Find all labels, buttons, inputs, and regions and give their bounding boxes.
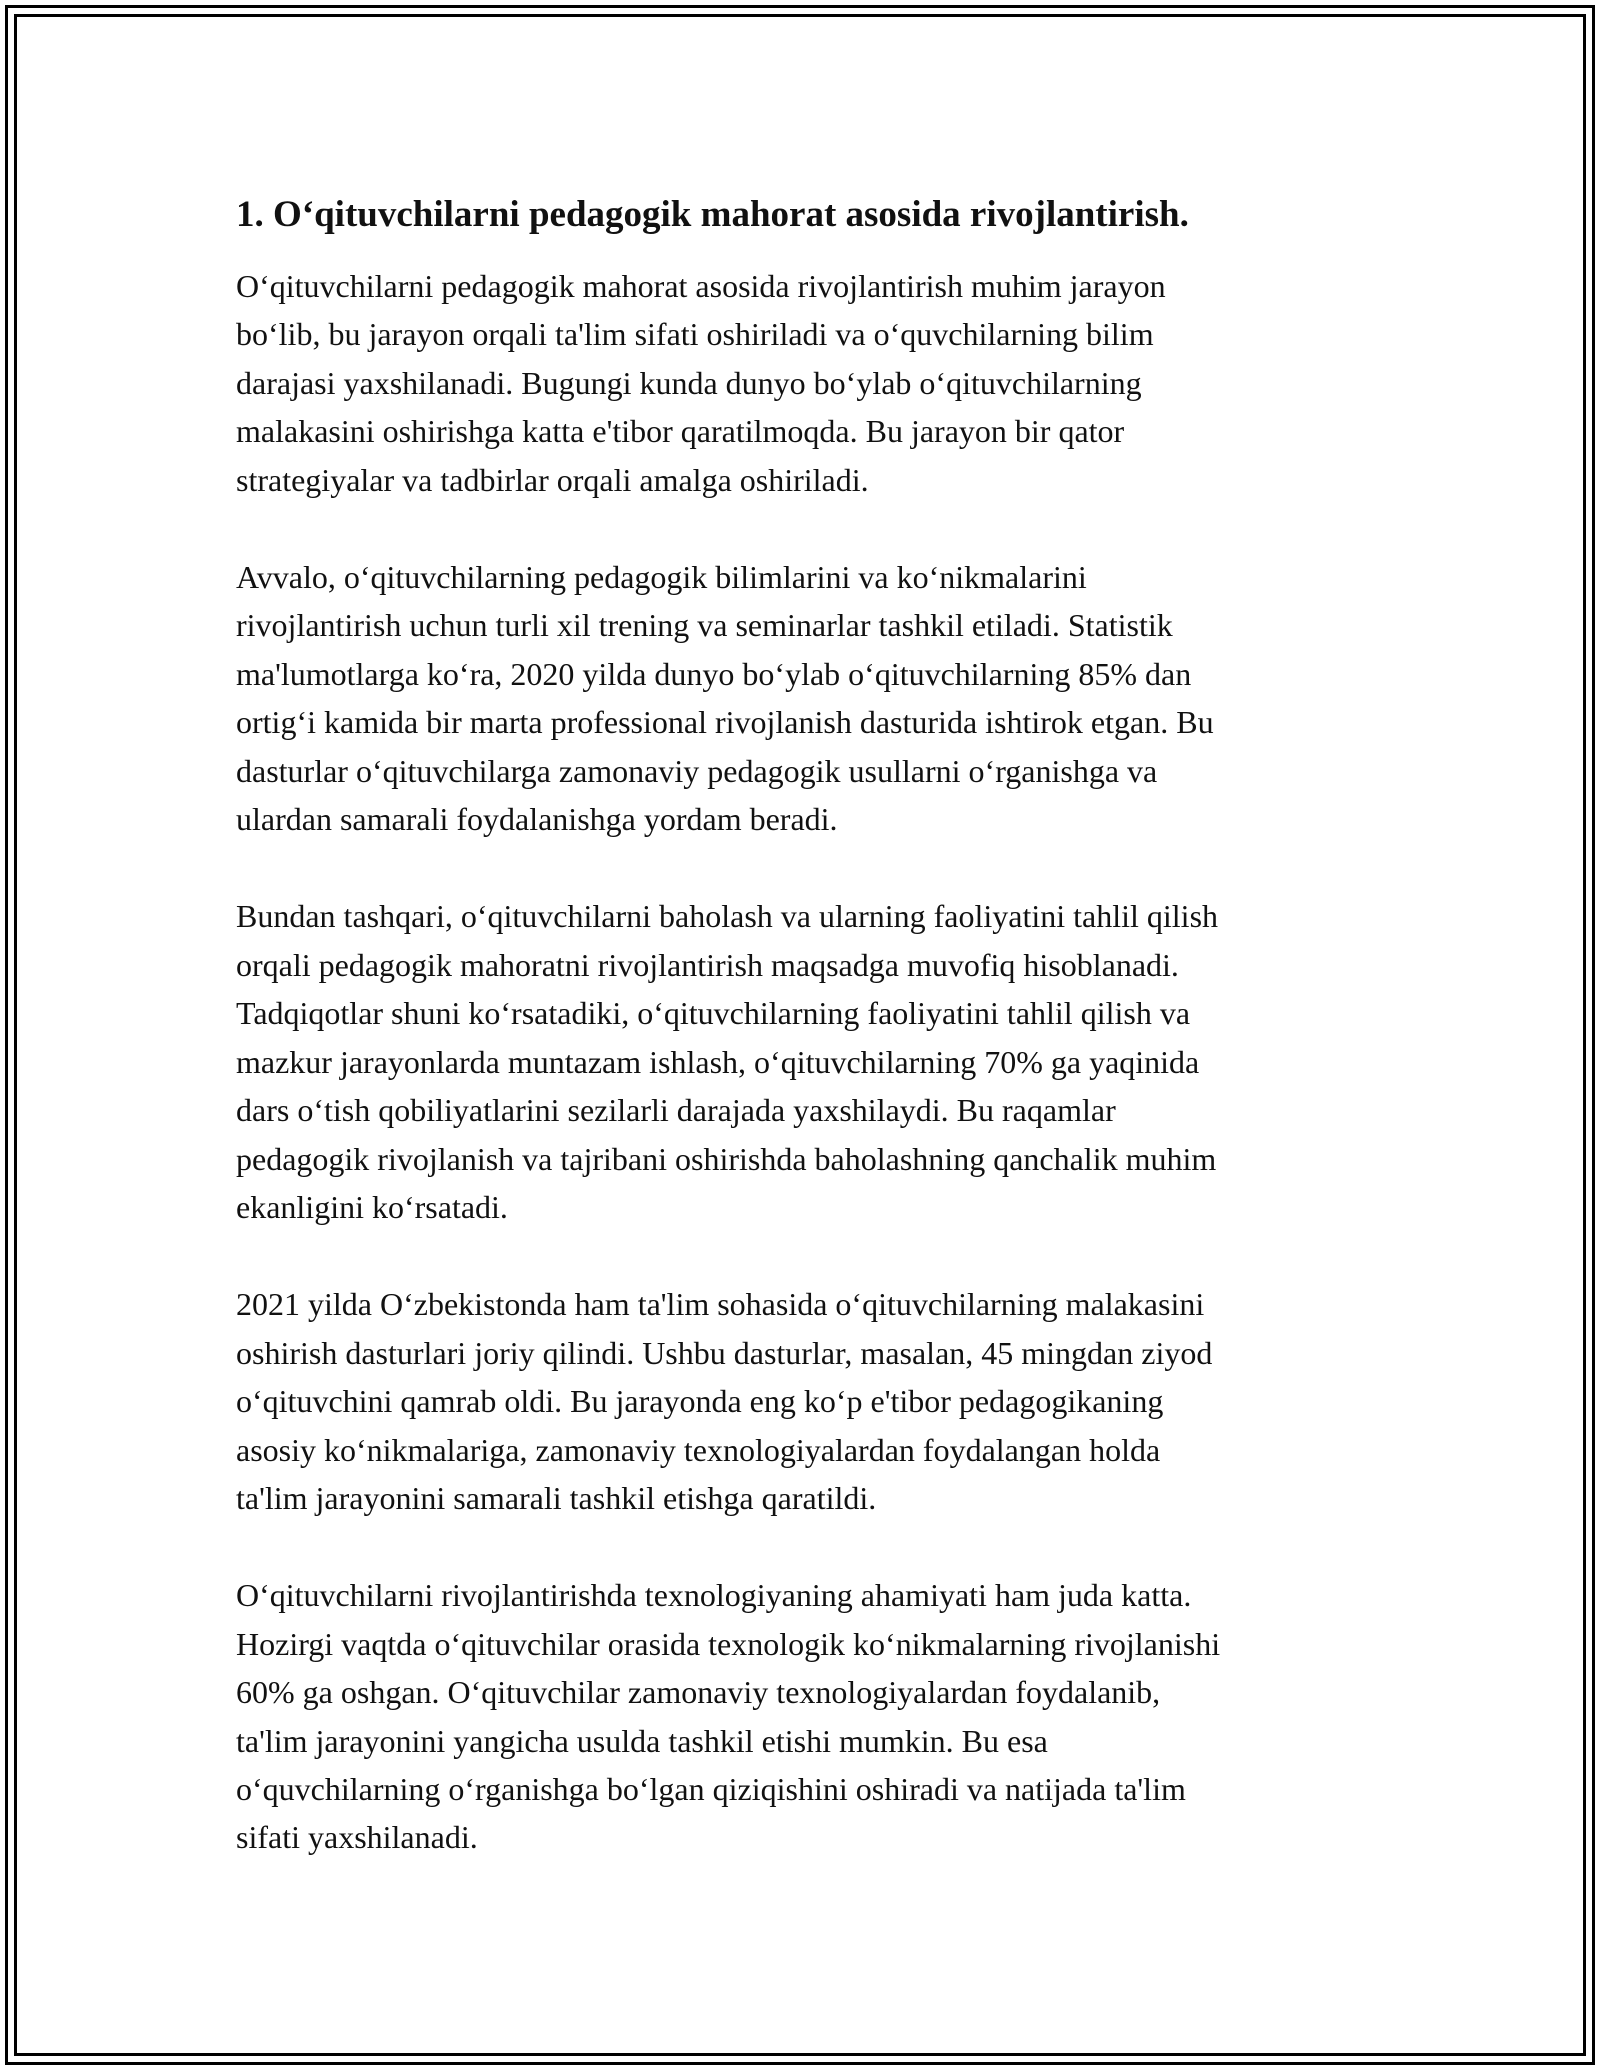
text-line: ma'lumotlarga ko‘ra, 2020 yilda dunyo bo‘ylab o‘qituvchilarning 85% dan — [236, 655, 1192, 692]
text-line: 2021 yilda O‘zbekistonda ham ta'lim sohasida o‘qituvchilarning malakasini — [236, 1286, 1205, 1323]
text-line: rivojlantirish uchun turli xil trening va seminarlar tashkil etiladi. Statistik — [236, 607, 1173, 644]
text-line: darajasi yaxshilanadi. Bugungi kunda dunyo bo‘ylab o‘qituvchilarning — [236, 364, 1142, 401]
paragraph-4 — [236, 1280, 1376, 1522]
paragraph-2 — [236, 553, 1376, 843]
text-line: asosiy ko‘nikmalariga, zamonaviy texnologiyalardan foydalangan holda — [236, 1431, 1161, 1468]
paragraph-1 — [236, 262, 1376, 504]
text-line: dars o‘tish qobiliyatlarini sezilarli darajada yaxshilaydi. Bu raqamlar — [236, 1092, 1116, 1129]
text-line: ta'lim jarayonini samarali tashkil etishga qaratildi. — [236, 1479, 877, 1516]
text-line: O‘qituvchilarni rivojlantirishda texnologiyaning ahamiyati ham juda katta. — [236, 1577, 1192, 1614]
text-line: sifati yaxshilanadi. — [236, 1819, 478, 1856]
text-line: Avvalo, o‘qituvchilarning pedagogik bilimlarini va ko‘nikmalarini — [236, 559, 1087, 596]
text-line: o‘quvchilarning o‘rganishga bo‘lgan qiziqishini oshiradi va natijada ta'lim — [236, 1770, 1186, 1807]
text-line: O‘qituvchilarni pedagogik mahorat asosida rivojlantirish muhim jarayon — [236, 268, 1166, 304]
paragraph-5 — [236, 1571, 1376, 1861]
text-line: Tadqiqotlar shuni ko‘rsatadiki, o‘qituvchilarning faoliyatini tahlil qilish va — [236, 995, 1191, 1032]
text-line: bo‘lib, bu jarayon orqali ta'lim sifati oshiriladi va o‘quvchilarning bilim — [236, 316, 1154, 353]
text-line: ortig‘i kamida bir marta professional rivojlanish dasturida ishtirok etgan. Bu — [236, 704, 1214, 741]
text-line: orqali pedagogik mahoratni rivojlantirish maqsadga muvofiq hisoblanadi. — [236, 946, 1179, 983]
section-heading: 1. O‘qituvchilarni pedagogik mahorat asosida rivojlantirish. — [236, 194, 1189, 235]
text-line: dasturlar o‘qituvchilarga zamonaviy pedagogik usullarni o‘rganishga va — [236, 752, 1158, 789]
text-line: pedagogik rivojlanish va tajribani oshirishda baholashning qanchalik muhim — [236, 1140, 1217, 1177]
paragraph-3 — [236, 892, 1376, 1231]
text-line: mazkur jarayonlarda muntazam ishlash, o‘qituvchilarning 70% ga yaqinida — [236, 1043, 1200, 1080]
text-line: ulardan samarali foydalanishga yordam beradi. — [236, 801, 838, 838]
text-line: 60% ga oshgan. O‘qituvchilar zamonaviy texnologiyalardan foydalanib, — [236, 1674, 1161, 1711]
text-line: Bundan tashqari, o‘qituvchilarni baholash va ularning faoliyatini tahlil qilish — [236, 898, 1219, 935]
text-line: ekanligini ko‘rsatadi. — [236, 1188, 508, 1225]
text-line: o‘qituvchini qamrab oldi. Bu jarayonda eng ko‘p e'tibor pedagogikaning — [236, 1383, 1164, 1420]
text-line: Hozirgi vaqtda o‘qituvchilar orasida texnologik ko‘nikmalarning rivojlanishi — [236, 1625, 1221, 1662]
text-line: oshirish dasturlari joriy qilindi. Ushbu dasturlar, masalan, 45 mingdan ziyod — [236, 1334, 1213, 1371]
text-line: ta'lim jarayonini yangicha usulda tashkil etishi mumkin. Bu esa — [236, 1722, 1048, 1759]
text-line: strategiyalar va tadbirlar orqali amalga oshiriladi. — [236, 461, 869, 498]
paragraph-list — [236, 262, 1376, 1862]
text-line: malakasini oshirishga katta e'tibor qaratilmoqda. Bu jarayon bir qator — [236, 413, 1125, 450]
document-body — [236, 188, 1376, 1911]
